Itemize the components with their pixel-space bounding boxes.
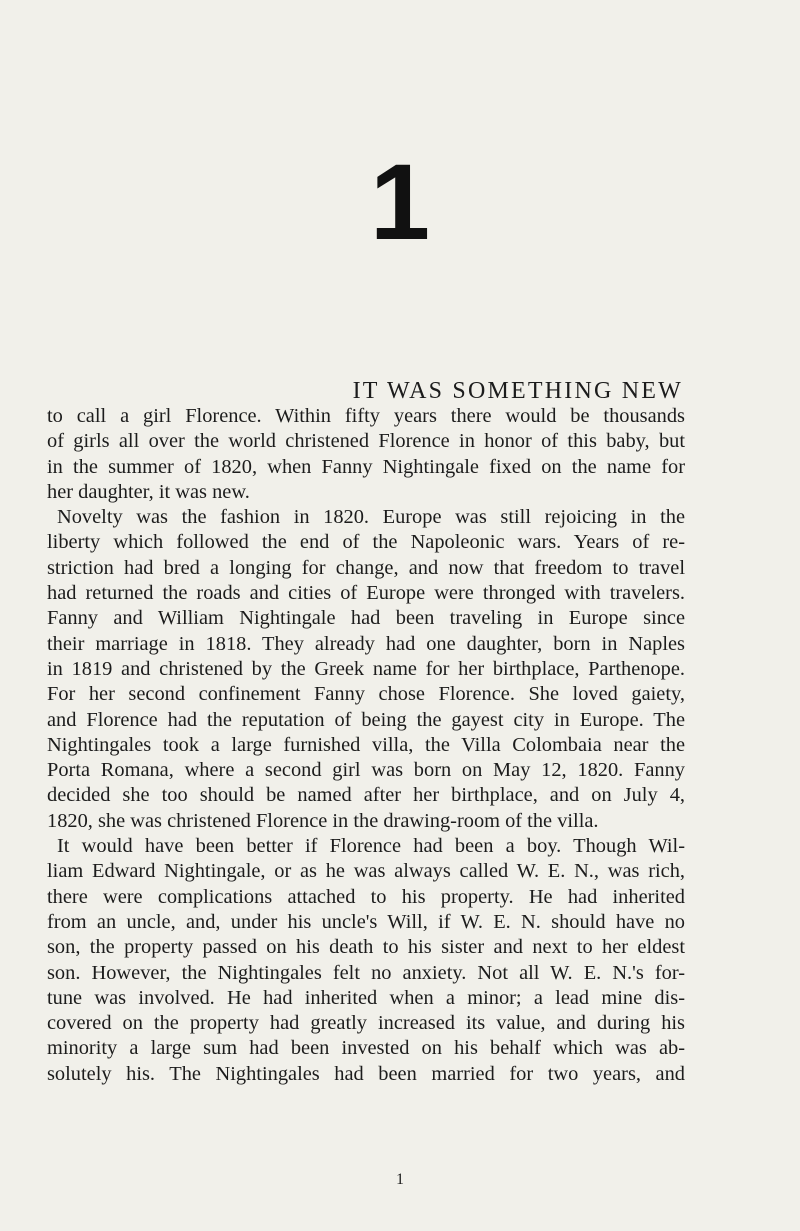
text-line: liam Edward Nightingale, or as he was always called W. E. N., was rich, (47, 860, 685, 883)
text-line: and Florence had the reputation of being the gayest city in Europe. The (47, 708, 685, 731)
text-line: striction had bred a longing for change, and now that freedom to travel (47, 556, 685, 579)
text-line: For her second confinement Fanny chose Florence. She loved gaiety, (47, 683, 685, 706)
text-line: their marriage in 1818. They already had one daughter, born in Naples (47, 632, 685, 655)
text-line: Nightingales took a large furnished villa, the Villa Colombaia near the (47, 733, 685, 756)
text-line: of girls all over the world christened Florence in honor of this baby, but (47, 430, 685, 453)
text-line: Novelty was the fashion in 1820. Europe was still rejoicing in the (57, 506, 685, 529)
text-line: It would have been better if Florence had been a boy. Though Wil- (57, 835, 685, 858)
text-line: tune was involved. He had inherited when a minor; a lead mine dis- (47, 986, 685, 1009)
text-line: Fanny and William Nightingale had been traveling in Europe since (47, 607, 685, 630)
text-line: liberty which followed the end of the Napoleonic wars. Years of re- (47, 531, 685, 554)
text-line: had returned the roads and cities of Europe were thronged with travelers. (47, 582, 685, 605)
text-line: minority a large sum had been invested on his behalf which was ab- (47, 1037, 685, 1060)
chapter-number: 1 (369, 141, 431, 262)
chapter-opening-small-caps: IT WAS SOMETHING NEW (352, 378, 683, 404)
text-line: son. However, the Nightingales felt no anxiety. Not all W. E. N.'s for- (47, 961, 685, 984)
text-line: solutely his. The Nightingales had been married for two years, and (47, 1062, 685, 1085)
body-text (47, 404, 685, 1087)
text-line: in 1819 and christened by the Greek name for her birthplace, Parthenope. (47, 657, 685, 680)
text-line: covered on the property had greatly increased its value, and during his (47, 1012, 685, 1035)
text-line: there were complications attached to his property. He had inherited (47, 885, 685, 908)
text-line: her daughter, it was new. (47, 480, 250, 503)
text-line: decided she too should be named after her birthplace, and on July 4, (47, 784, 685, 807)
text-line: Porta Romana, where a second girl was born on May 12, 1820. Fanny (47, 759, 685, 782)
text-line: to call a girl Florence. Within fifty years there would be thousands (47, 405, 685, 427)
text-line: in the summer of 1820, when Fanny Nightingale fixed on the name for (47, 455, 685, 478)
text-line: from an uncle, and, under his uncle's Will, if W. E. N. should have no (47, 910, 685, 933)
text-line: son, the property passed on his death to his sister and next to her eldest (47, 936, 685, 959)
text-line: 1820, she was christened Florence in the drawing-room of the villa. (47, 809, 599, 832)
page-number: 1 (396, 1171, 404, 1188)
